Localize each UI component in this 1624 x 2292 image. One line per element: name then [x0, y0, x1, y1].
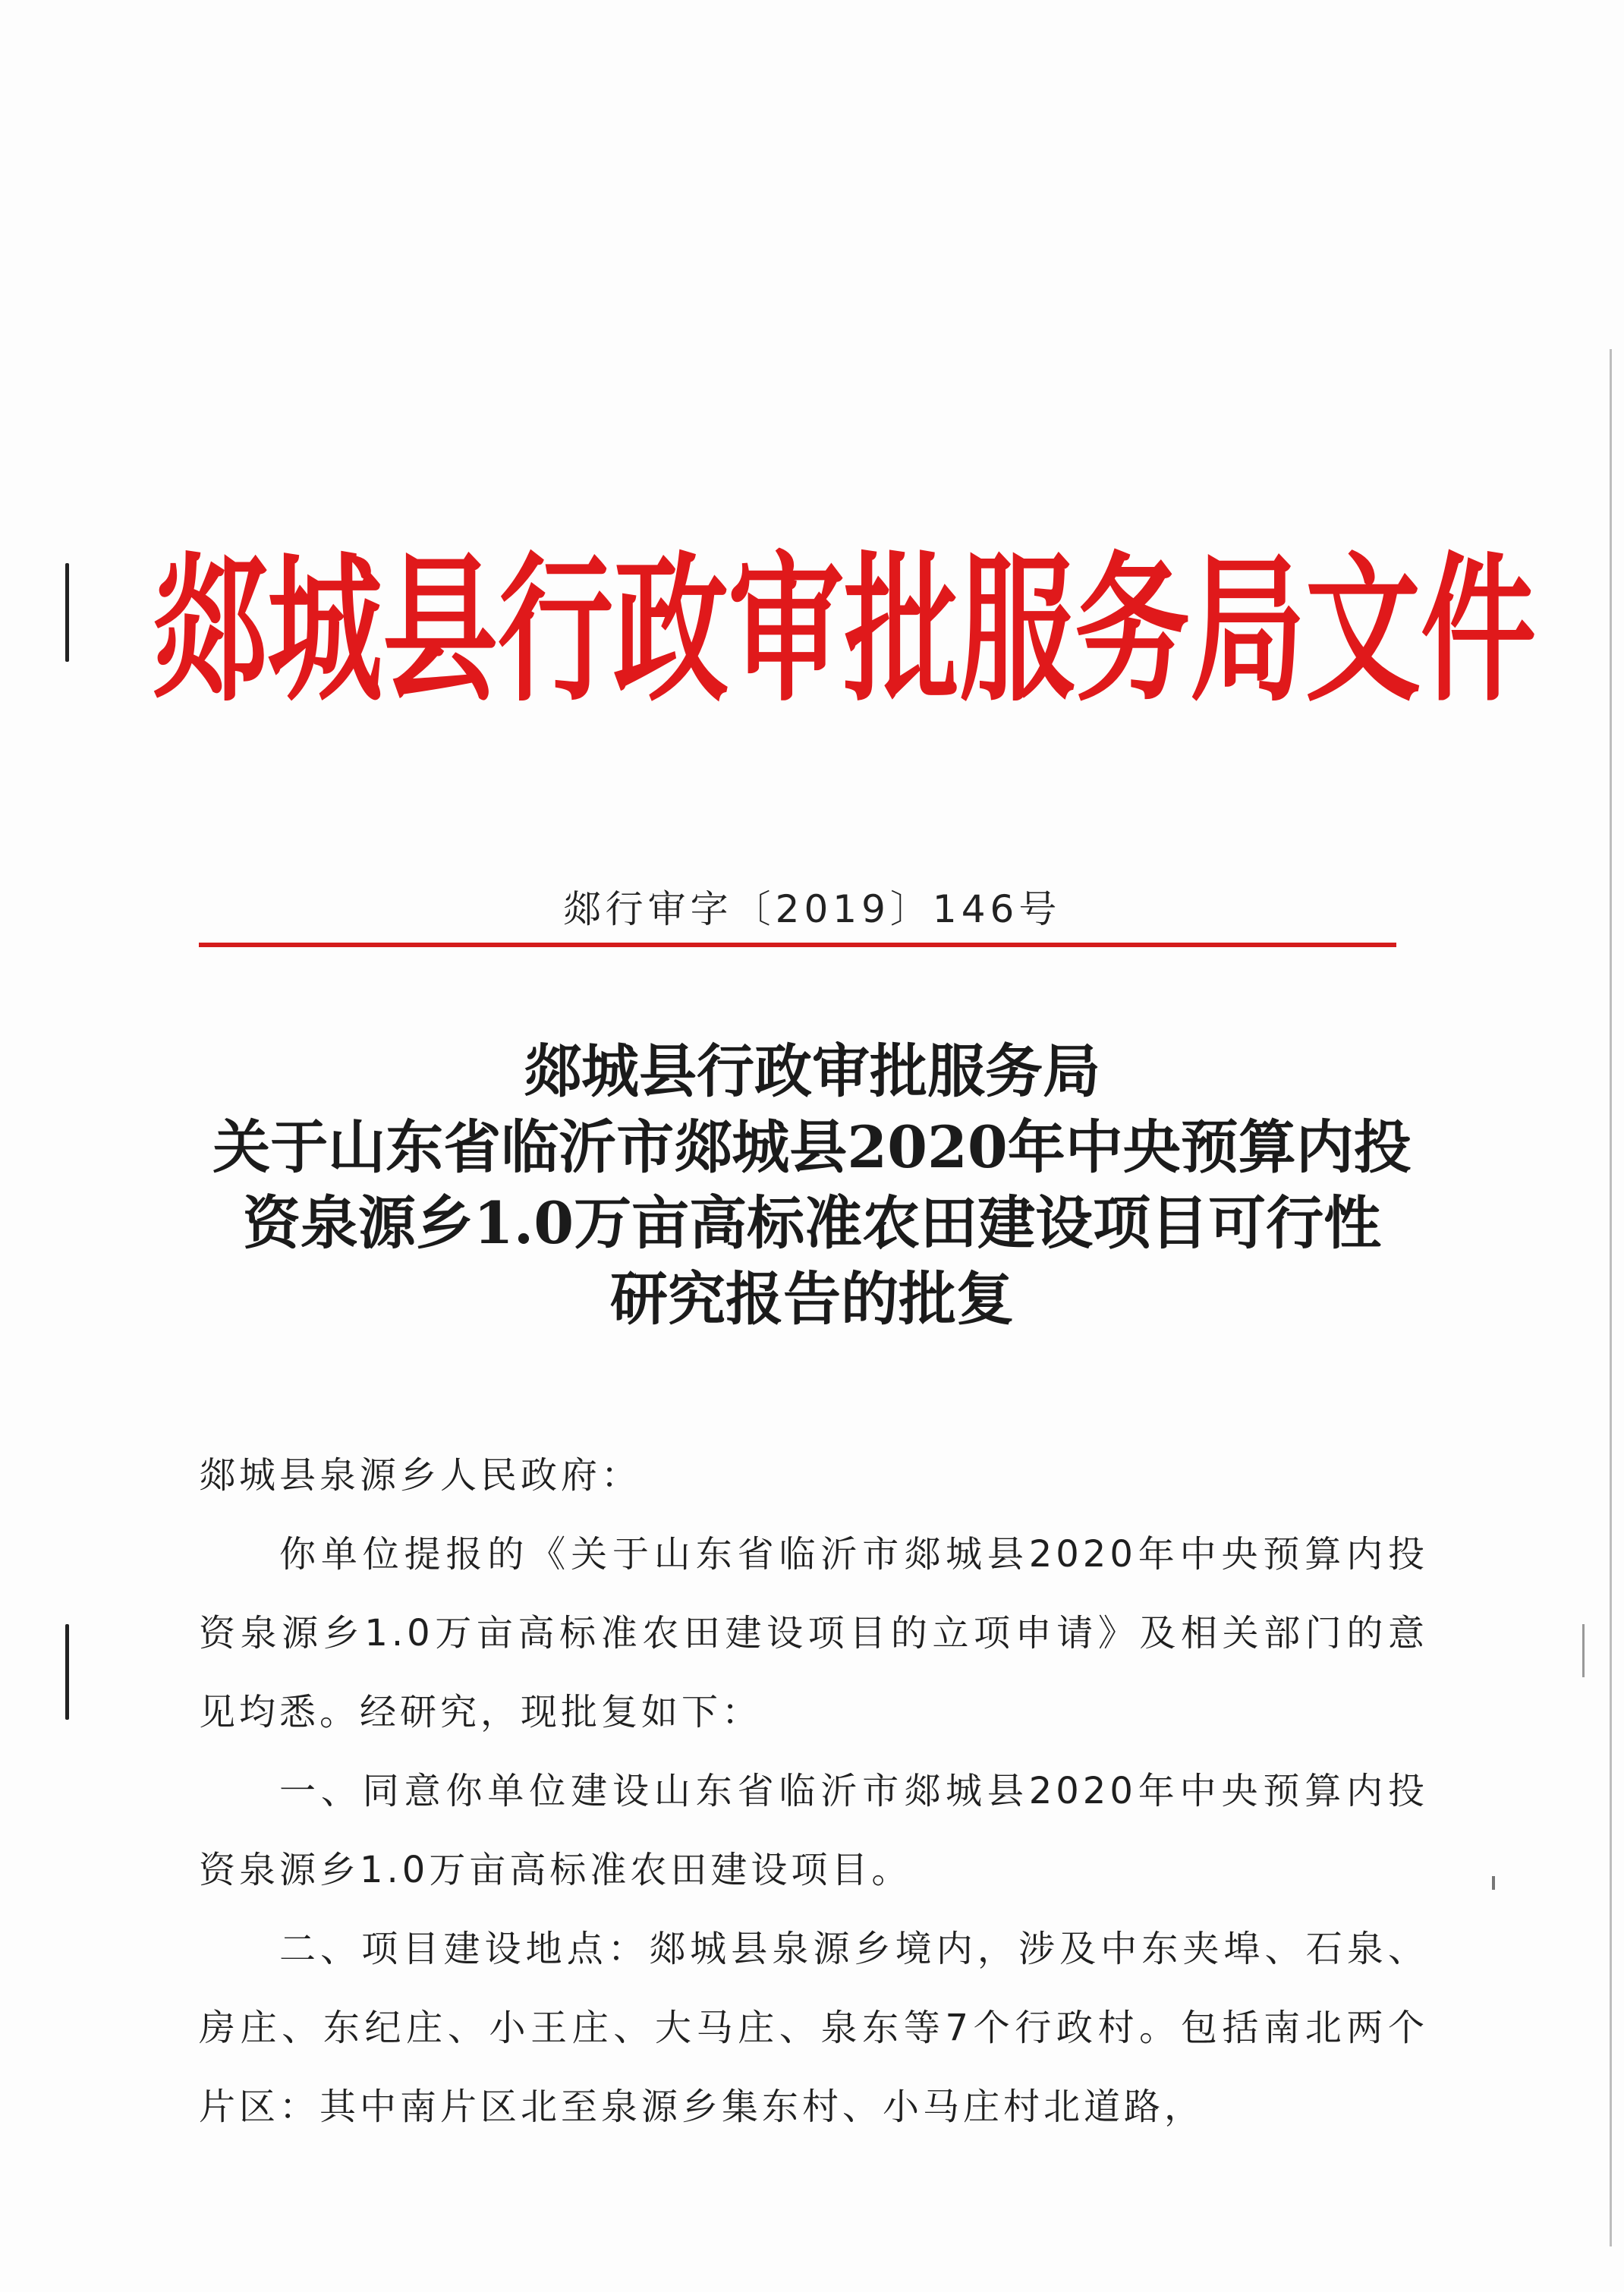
heading-line-4: 研究报告的批复: [610, 1265, 1014, 1333]
heading-line-2: 关于山东省临沂市郯城县2020年中央预算内投: [212, 1113, 1412, 1181]
binding-mark-top: [65, 563, 69, 662]
heading-line-3: 资泉源乡1.0万亩高标准农田建设项目可行性: [242, 1189, 1382, 1257]
red-masthead-title: 郯城县行政审批服务局文件: [152, 535, 1536, 723]
heading-line-1: 郯城县行政审批服务局: [524, 1037, 1100, 1105]
document-number: 郯行审字〔2019〕146号: [562, 887, 1062, 931]
document-body: [199, 1436, 1428, 2146]
scan-speck: [1492, 1876, 1495, 1890]
document-heading: [137, 1034, 1487, 1337]
salutation: 郯城县泉源乡人民政府：: [199, 1454, 642, 1497]
body-paragraph-3: 二、项目建设地点：郯城县泉源乡境内，涉及中东夹埠、石泉、房庄、东纪庄、小王庄、大马庄、泉东等7个行政村。包括南北两个片区：其中南片区北至泉源乡集东村、小马庄村北道路，: [199, 1928, 1428, 2128]
binding-mark-bottom: [65, 1624, 69, 1720]
scan-edge-mark: [1582, 1624, 1585, 1677]
body-paragraph-1: 你单位提报的《关于山东省临沂市郯城县2020年中央预算内投资泉源乡1.0万亩高标准农田建设项目的立项申请》及相关部门的意见均悉。经研究，现批复如下：: [199, 1533, 1428, 1733]
red-separator-line: [199, 943, 1396, 947]
body-paragraph-2: 一、同意你单位建设山东省临沂市郯城县2020年中央预算内投资泉源乡1.0万亩高标准农田建设项目。: [199, 1770, 1428, 1891]
scan-edge-right: [1610, 349, 1612, 2246]
